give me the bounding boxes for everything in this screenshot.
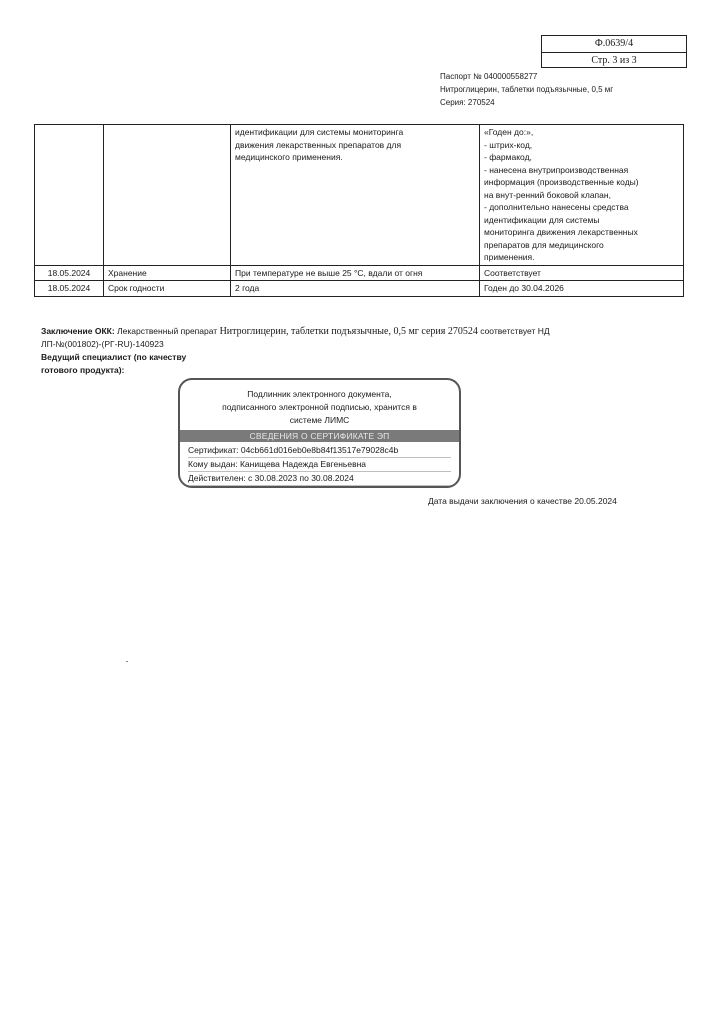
passport-number: Паспорт № 040000558277	[440, 72, 538, 81]
conclusion-suffix: соответствует НД	[480, 326, 550, 336]
conclusion-line	[41, 325, 641, 338]
cell-parameter	[104, 265, 231, 281]
requirement-line: 2 года	[235, 283, 260, 293]
stamp-header	[180, 388, 459, 427]
issue-date: Дата выдачи заключения о качестве 20.05.2024	[428, 496, 617, 506]
date-text: 18.05.2024	[47, 267, 91, 278]
form-code: Ф.0639/4	[594, 38, 634, 49]
result-line: препаратов для медицинского	[484, 239, 604, 250]
result-line: Соответствует	[484, 267, 541, 278]
specialist-label-1: Ведущий специалист (по качеству	[41, 352, 187, 362]
passport-product: Нитроглицерин, таблетки подъязычные, 0,5 мг	[440, 85, 614, 94]
table-row	[35, 265, 684, 281]
cell-result	[480, 125, 684, 266]
form-code-box	[541, 35, 687, 68]
result-line: информация (производственные коды)	[484, 177, 639, 187]
stamp-details	[188, 444, 451, 486]
result-line: «Годен до:»,	[484, 127, 534, 137]
conclusion-product: Нитроглицерин, таблетки подъязычные, 0,5 мг серия 270524	[219, 326, 478, 337]
date-text: 18.05.2024	[47, 283, 91, 293]
cell-date	[35, 125, 104, 266]
requirement-line: движения лекарственных препаратов для	[235, 139, 402, 150]
cell-date	[35, 281, 104, 297]
stamp-line-3: системе ЛИМС	[289, 415, 350, 425]
result-line: - дополнительно нанесены средства	[484, 202, 629, 212]
conclusion-block	[41, 325, 641, 377]
result-line: на внут-ренний боковой клапан,	[484, 189, 611, 200]
result-line: мониторинга движения лекарственных	[484, 227, 638, 237]
conclusion-prefix: Лекарственный препарат	[117, 326, 218, 336]
cell-requirement	[231, 281, 480, 297]
scan-speck	[126, 661, 128, 662]
cell-requirement	[231, 265, 480, 281]
result-line: применения.	[484, 252, 535, 262]
requirement-line: При температуре не выше 25 °C, вдали от огня	[235, 267, 423, 278]
parameter-text: Хранение	[108, 267, 147, 278]
quality-table	[34, 124, 684, 297]
cell-result	[480, 265, 684, 281]
passport-header	[440, 70, 613, 109]
page-number: Стр. 3 из 3	[542, 52, 686, 69]
table-row	[35, 125, 684, 266]
cell-parameter	[104, 125, 231, 266]
conclusion-nd: ЛП-№(001802)-(РГ-RU)-140923	[41, 339, 164, 349]
conclusion-label: Заключение ОКК:	[41, 326, 115, 336]
stamp-line-1: Подлинник электронного документа,	[247, 389, 392, 399]
cell-date	[35, 265, 104, 281]
stamp-issued-to: Кому выдан: Канищева Надежда Евгеньевна	[188, 458, 451, 472]
passport-series: Серия: 270524	[440, 98, 495, 107]
result-line: - фармакод,	[484, 152, 532, 162]
cell-requirement	[231, 125, 480, 266]
result-line: - штрих-код,	[484, 139, 533, 150]
stamp-valid: Действителен: с 30.08.2023 по 30.08.2024	[188, 472, 451, 486]
result-line: - нанесена внутрипроизводственная	[484, 164, 629, 175]
result-line: Годен до 30.04.2026	[484, 283, 564, 293]
stamp-bar-title: СВЕДЕНИЯ О СЕРТИФИКАТЕ ЭП	[180, 430, 459, 442]
parameter-text: Срок годности	[108, 283, 165, 293]
table-row	[35, 281, 684, 297]
signature-stamp	[178, 378, 461, 488]
stamp-line-2: подписанного электронной подписью, хранится в	[222, 402, 417, 412]
stamp-certificate: Сертификат: 04cb661d016eb0e8b84f13517e79028c4b	[188, 444, 451, 458]
cell-parameter	[104, 281, 231, 297]
specialist-label-2: готового продукта):	[41, 365, 125, 375]
result-line: идентификации для системы	[484, 214, 600, 225]
cell-result	[480, 281, 684, 297]
requirement-line: медицинского применения.	[235, 152, 343, 162]
requirement-line: идентификации для системы мониторинга	[235, 127, 404, 137]
